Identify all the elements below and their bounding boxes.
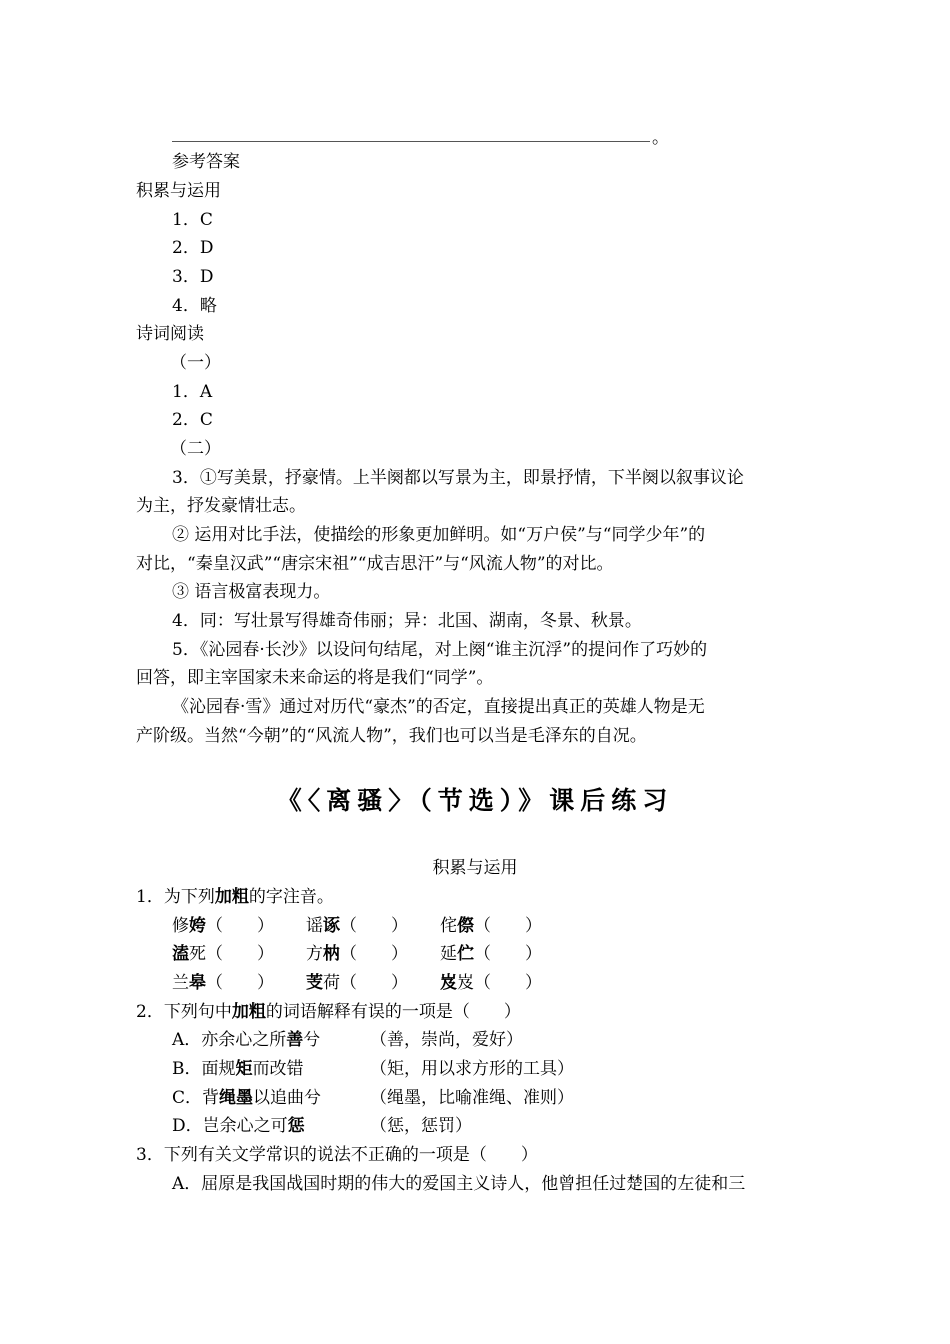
question-2-stem [136, 998, 521, 1027]
option-c-note: （绳墨，比喻准绳、准则） [370, 1088, 574, 1108]
bold-char: 皋 [189, 973, 206, 993]
pinyin-item [306, 912, 408, 941]
answer-item: 1．C [172, 210, 213, 230]
stem-text: 1．为下列 [136, 887, 215, 907]
answer-blank: （ ） [340, 973, 408, 993]
answer-blank-line [172, 141, 650, 142]
plain-char: 死 [189, 944, 206, 964]
bold-char: 岌 [440, 973, 457, 993]
pinyin-item [440, 912, 542, 941]
pinyin-item [172, 969, 274, 998]
bold-char: 伫 [457, 944, 474, 964]
stem-text: 的词语解释有误的一项是（ ） [265, 1002, 521, 1022]
answers-heading: 参考答案 [172, 152, 240, 172]
option-c [172, 1084, 321, 1113]
pinyin-item [172, 940, 274, 969]
blank-end-mark: 。 [652, 128, 669, 148]
section-heading-poetry: 诗词阅读 [136, 324, 204, 344]
question-3-stem: 3．下列有关文学常识的说法不正确的一项是（ ） [136, 1145, 538, 1165]
plain-char: 兰 [172, 973, 189, 993]
plain-char: 岌 [457, 973, 474, 993]
stem-bold-text: 加粗 [231, 1002, 266, 1022]
stem-text: 的字注音。 [248, 887, 334, 907]
option-b [172, 1055, 304, 1084]
option-text: B．面规 [172, 1059, 236, 1079]
option-text: C．背 [172, 1088, 220, 1108]
exercise-title: 《〈离骚〉（节选）》课后练习 [276, 786, 674, 815]
answer-blank: （ ） [474, 916, 542, 936]
bold-char: 芰 [306, 973, 323, 993]
pinyin-item [306, 940, 408, 969]
answer-item: 3．D [172, 267, 214, 287]
option-text: D．岂余心之可 [172, 1116, 288, 1136]
answer-q5-line2: 回答，即主宰国家未来命运的将是我们“同学”。 [136, 668, 494, 688]
option-d-note: （惩，惩罚） [370, 1116, 472, 1136]
option-text: 而改错 [252, 1059, 304, 1079]
bold-char: 枘 [323, 944, 340, 964]
plain-char: 修 [172, 916, 189, 936]
answer-q5-p2-line2: 产阶级。当然“今朝”的“风流人物”，我们也可以当是毛泽东的自况。 [136, 726, 647, 746]
stem-text: 2．下列句中 [136, 1002, 232, 1022]
plain-char: 侘 [440, 916, 457, 936]
answer-item: 1．A [172, 382, 213, 402]
answer-q5-p2-line1: 《沁园春·雪》通过对历代“豪杰”的否定，直接提出真正的英雄人物是无 [172, 697, 705, 717]
bold-char: 傺 [457, 916, 474, 936]
plain-char: 谣 [306, 916, 323, 936]
pinyin-item [172, 912, 274, 941]
answer-q3-3: ③ 语言极富表现力。 [172, 582, 331, 602]
exercise-section-title: 积累与运用 [432, 858, 518, 878]
option-a-note: （善，崇尚，爱好） [370, 1030, 523, 1050]
pinyin-item [306, 969, 408, 998]
section-heading-accumulation: 积累与运用 [136, 181, 221, 201]
answer-q4: 4．同：写壮景写得雄奇伟丽；异：北国、湖南，冬景、秋景。 [172, 611, 642, 631]
bold-char: 姱 [189, 916, 206, 936]
option-bold-text: 矩 [235, 1059, 253, 1079]
answer-blank: （ ） [474, 944, 542, 964]
bold-char: 诼 [323, 916, 340, 936]
bold-char: 溘 [172, 944, 189, 964]
option-a [172, 1026, 320, 1055]
part-label-two: （二） [170, 439, 221, 459]
option-bold-text: 惩 [287, 1116, 305, 1136]
stem-bold-text: 加粗 [214, 887, 249, 907]
plain-char: 方 [306, 944, 323, 964]
option-bold-text: 善 [286, 1030, 304, 1050]
pinyin-item [440, 969, 542, 998]
answer-blank: （ ） [474, 973, 542, 993]
answer-blank: （ ） [206, 973, 274, 993]
answer-q3-2-line1: ② 运用对比手法，使描绘的形象更加鲜明。如“万户侯”与“同学少年”的 [172, 525, 706, 545]
answer-item: 2．C [172, 410, 213, 430]
answer-q5-line1: 5．《沁园春·长沙》以设问句结尾，对上阕“谁主沉浮”的提问作了巧妙的 [172, 640, 708, 660]
answer-q3-line1: 3．①写美景，抒豪情。上半阕都以写景为主，即景抒情，下半阕以叙事议论 [172, 468, 744, 488]
option-text: 兮 [303, 1030, 321, 1050]
answer-item: 2．D [172, 238, 214, 258]
answer-blank: （ ） [340, 916, 408, 936]
question-3-option-a: A．屈原是我国战国时期的伟大的爱国主义诗人，他曾担任过楚国的左徒和三 [172, 1174, 746, 1194]
option-b-note: （矩，用以求方形的工具） [370, 1059, 574, 1079]
option-text: 以追曲兮 [253, 1088, 322, 1108]
option-d [172, 1112, 305, 1141]
answer-blank: （ ） [206, 944, 274, 964]
answer-blank: （ ） [206, 916, 274, 936]
pinyin-item [440, 940, 542, 969]
question-1-stem [136, 883, 334, 912]
answer-q3-2-line2: 对比，“秦皇汉武”“唐宗宋祖”“成吉思汗”与“风流人物”的对比。 [136, 554, 614, 574]
plain-char: 延 [440, 944, 457, 964]
answer-q3-line2: 为主，抒发豪情壮志。 [136, 496, 306, 516]
plain-char: 荷 [323, 973, 340, 993]
option-text: A．亦余心之所 [172, 1030, 287, 1050]
answer-blank: （ ） [340, 944, 408, 964]
option-bold-text: 绳墨 [219, 1088, 254, 1108]
part-label-one: （一） [170, 353, 221, 373]
answer-item: 4．略 [172, 296, 217, 316]
